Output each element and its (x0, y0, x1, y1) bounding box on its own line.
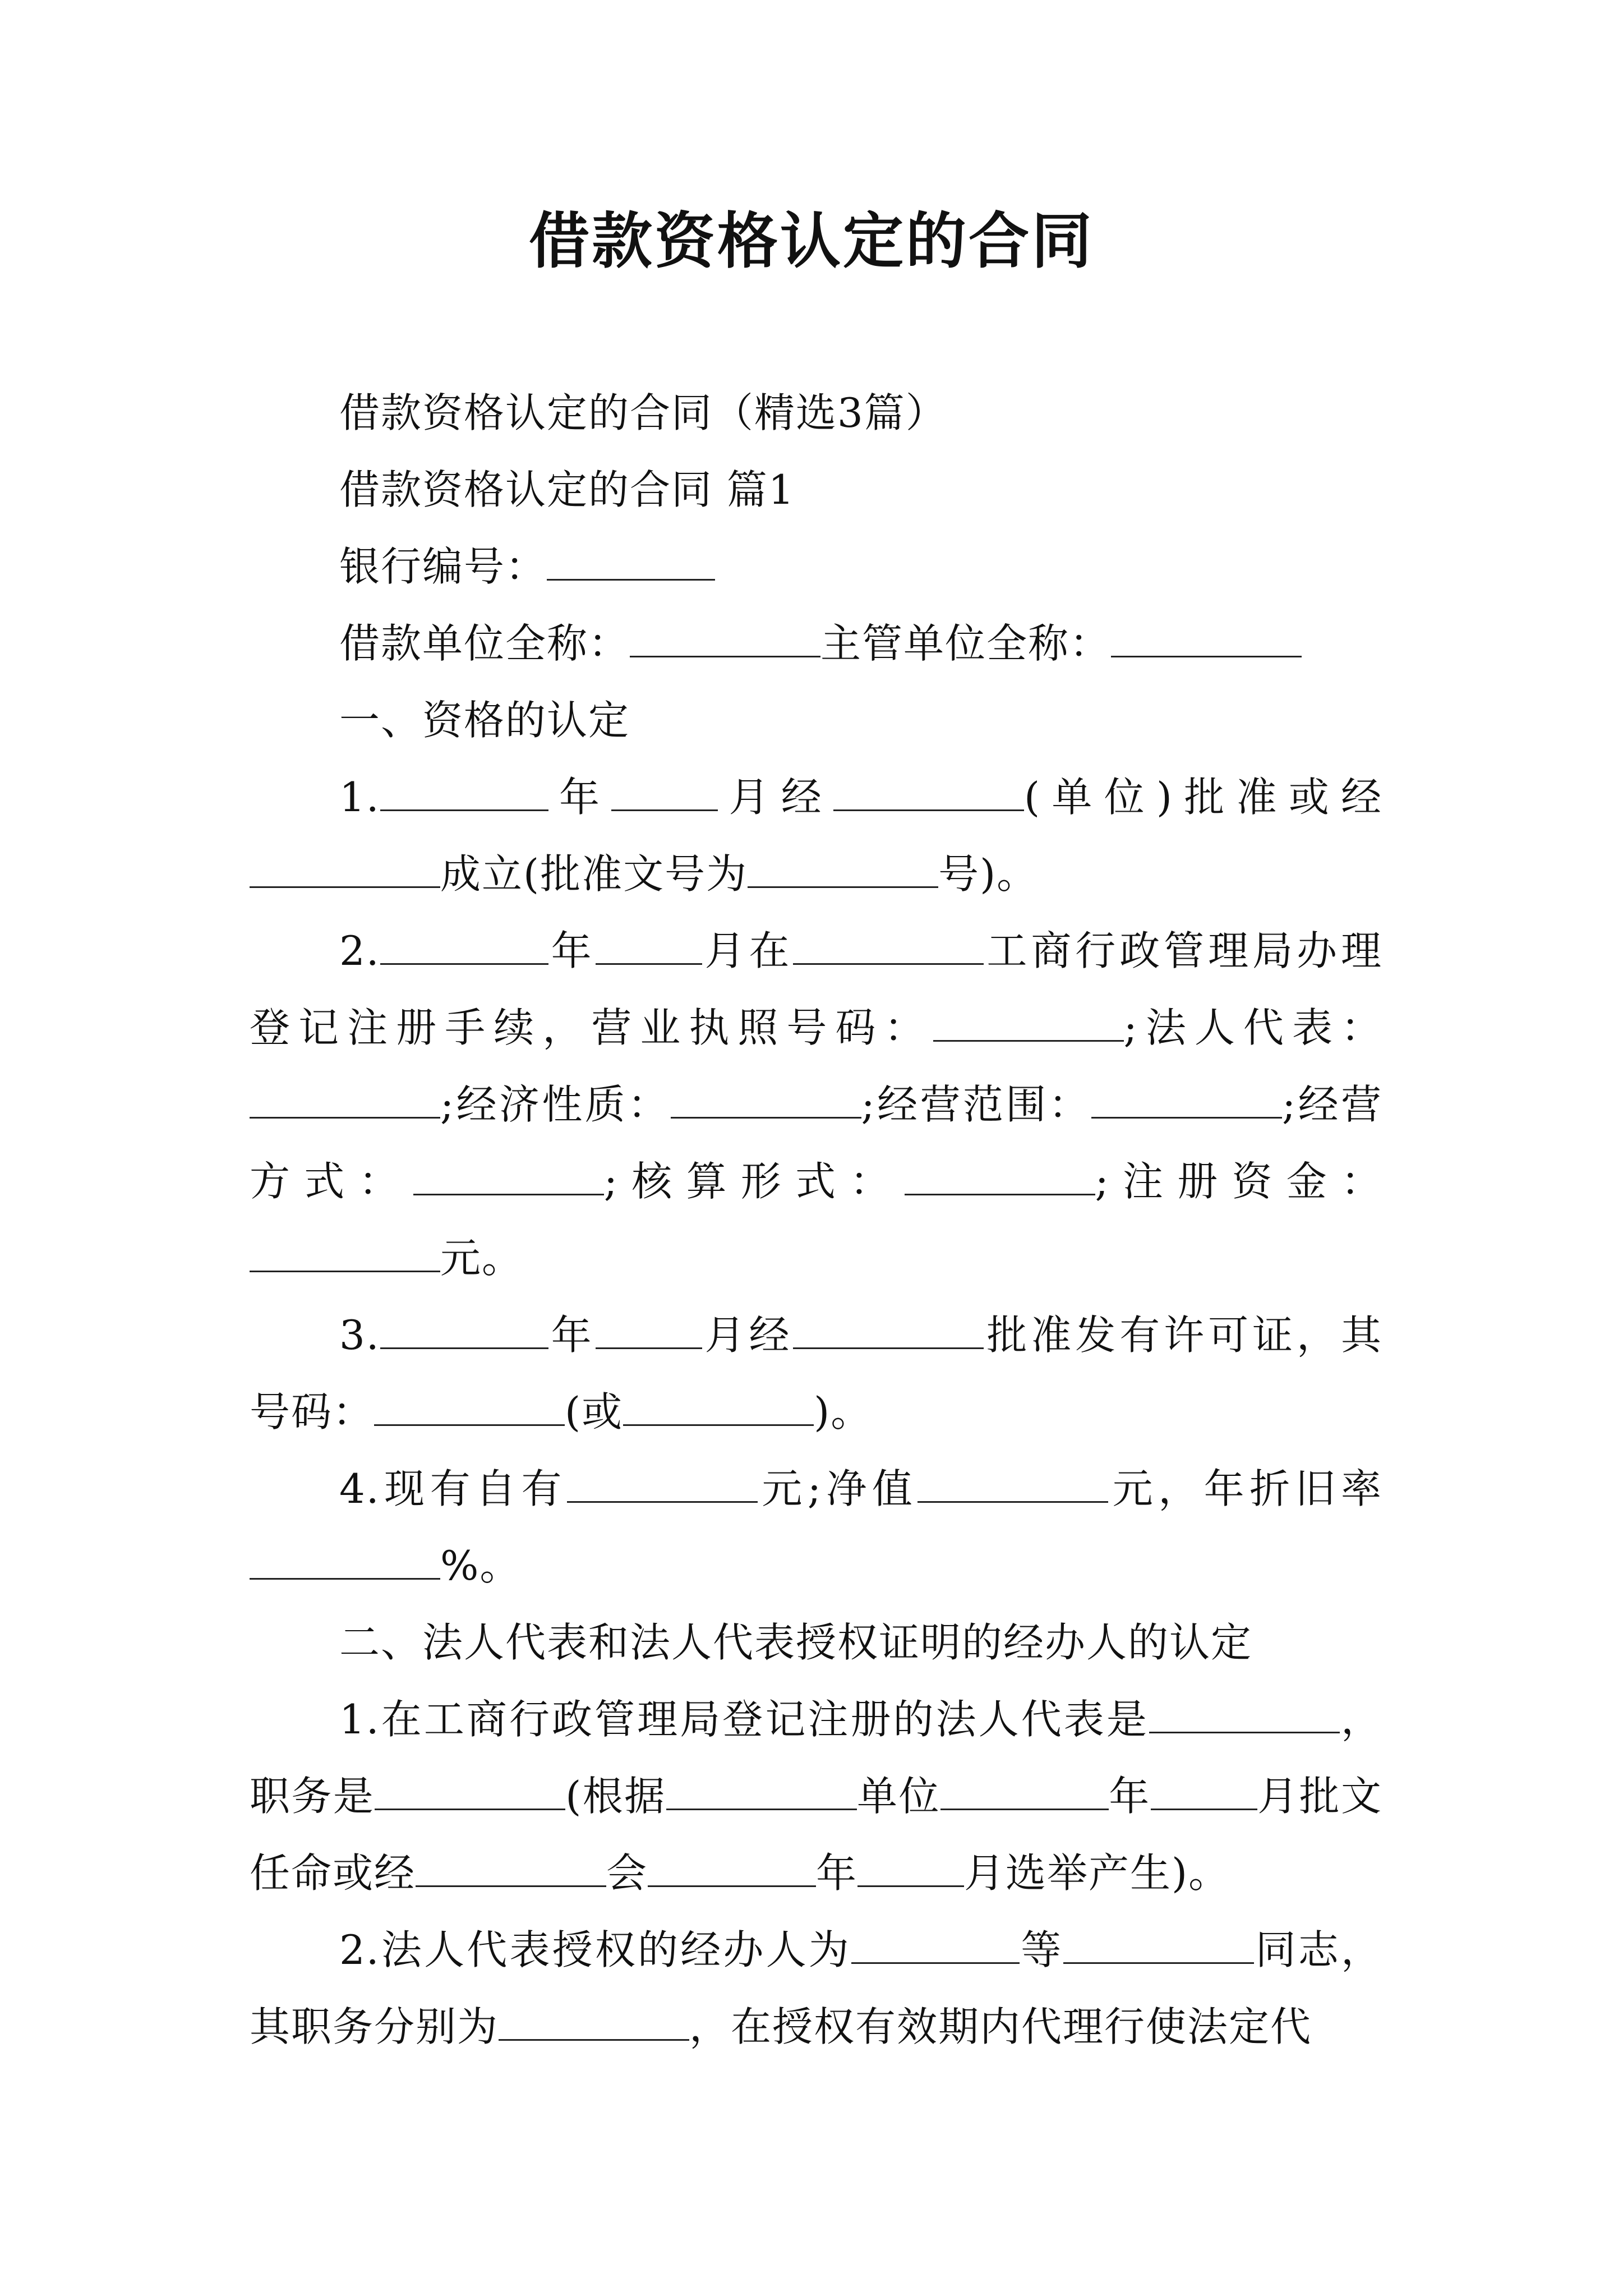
text-segment: ;注册资金： (1095, 1158, 1382, 1205)
blank-line (940, 1775, 1109, 1810)
text-segment: 元。 (440, 1235, 524, 1282)
paragraph-unit-names (250, 605, 1382, 682)
blank-line (1149, 1698, 1340, 1733)
text-segment: 2.法人代表授权的经办人为 (339, 1926, 852, 1973)
blank-line (1151, 1775, 1257, 1810)
blank-line (857, 1852, 964, 1887)
text-segment: 1.在工商行政管理局登记注册的法人代表是 (339, 1696, 1149, 1743)
text-segment: 月经 (718, 774, 833, 821)
blank-line (748, 853, 938, 888)
text-segment: 成立(批准文号为 (440, 850, 748, 898)
text-segment: ;经济性质： (440, 1081, 671, 1128)
blank-line (623, 1391, 814, 1426)
blank-line (793, 930, 984, 965)
blank-line (380, 1314, 548, 1349)
document-title: 借款资格认定的合同 (528, 206, 1094, 277)
item-number: 3. (339, 1312, 380, 1359)
blank-line (611, 776, 718, 811)
text-segment: 月批文任命或经 (250, 1773, 1382, 1897)
section-heading-text: 二、法人代表和法人代表授权证明的经办人的认定 (339, 1619, 1253, 1666)
part-heading-text: 借款资格认定的合同 篇1 (339, 466, 795, 513)
document-body (250, 375, 1382, 2065)
text-segment: 月经 (702, 1312, 794, 1359)
blank-line (671, 1083, 861, 1119)
text-segment: (根据 (565, 1773, 666, 1820)
blank-line (250, 1544, 440, 1580)
blank-line (630, 622, 820, 657)
text-segment: 年 (548, 927, 596, 974)
text-segment: ;法人代表： (1123, 1004, 1382, 1051)
section-heading-1 (250, 682, 1382, 759)
section-heading-2 (250, 1604, 1382, 1681)
text-segment: ;经营方式： (250, 1081, 1383, 1205)
text-segment: (或 (565, 1388, 624, 1435)
blank-line (933, 1006, 1124, 1042)
text-segment: )。 (814, 1388, 873, 1435)
section-heading-text: 一、资格的认定 (339, 697, 630, 744)
text-segment: 4.现有自有 (339, 1465, 567, 1512)
paragraph-rep-1 (250, 1681, 1382, 1912)
text-segment: 元，年折旧率 (1108, 1465, 1382, 1512)
paragraph-heading-part1 (250, 452, 1382, 528)
blank-line (833, 776, 1024, 811)
text-segment: 年 (1108, 1773, 1151, 1820)
blank-line (416, 1852, 606, 1887)
blank-line (1111, 622, 1302, 657)
blank-line (567, 1467, 758, 1503)
borrower-label: 借款单位全称： (339, 620, 630, 667)
subtitle-text: 借款资格认定的合同（精选3篇） (339, 389, 947, 436)
text-segment: 月在 (702, 927, 794, 974)
blank-line (250, 1237, 440, 1272)
blank-line (547, 545, 715, 581)
paragraph-rep-2 (250, 1912, 1382, 2065)
blank-line (905, 1160, 1095, 1195)
paragraph-item-3 (250, 1297, 1382, 1451)
supervisor-label: 主管单位全称： (820, 620, 1112, 667)
paragraph-subtitle (250, 375, 1382, 452)
blank-line (1091, 1083, 1282, 1119)
text-segment: 年 (548, 1312, 596, 1359)
paragraph-bank-number (250, 528, 1382, 605)
bank-number-label: 银行编号： (339, 543, 547, 590)
text-segment: 等 (1020, 1926, 1064, 1973)
blank-line (596, 1314, 702, 1349)
text-segment: 号)。 (938, 850, 1039, 898)
blank-line (666, 1775, 857, 1810)
text-segment: 年 (548, 774, 612, 821)
blank-line (499, 2005, 689, 2041)
blank-line (375, 1775, 565, 1810)
blank-line (596, 930, 702, 965)
text-segment: 会 (606, 1849, 648, 1897)
text-segment: ，职务是 (250, 1696, 1382, 1820)
text-segment: 同志，其职务分别为 (250, 1926, 1382, 2050)
blank-line (374, 1391, 565, 1426)
blank-line (648, 1852, 816, 1887)
blank-line (250, 853, 440, 888)
text-segment: %。 (440, 1542, 522, 1589)
text-segment: ;核算形式： (603, 1158, 905, 1205)
text-segment: 年 (816, 1849, 858, 1897)
text-segment: 元;净值 (757, 1465, 918, 1512)
item-number: 2. (339, 927, 380, 974)
paragraph-item-2 (250, 913, 1382, 1297)
blank-line (250, 1083, 440, 1119)
blank-line (413, 1160, 604, 1195)
blank-line (793, 1314, 984, 1349)
blank-line (380, 930, 548, 965)
text-segment: 工商行政管理局办理登记注册手续，营业执照号码： (250, 927, 1382, 1051)
text-segment: ;经营范围： (861, 1081, 1091, 1128)
item-number: 1. (339, 774, 380, 821)
text-segment: 月选举产生)。 (964, 1849, 1230, 1897)
blank-line (917, 1467, 1108, 1503)
paragraph-item-1 (250, 759, 1382, 913)
text-segment: (单位)批准或经 (1024, 774, 1382, 821)
blank-line (380, 776, 548, 811)
blank-line (851, 1929, 1020, 1964)
text-segment: 单位 (856, 1773, 940, 1820)
text-segment: ，在授权有效期内代理行使法定代 (689, 2003, 1312, 2050)
text-segment: 批准发有许可证，其号码： (250, 1312, 1382, 1435)
paragraph-item-4 (250, 1451, 1382, 1604)
blank-line (1063, 1929, 1254, 1964)
